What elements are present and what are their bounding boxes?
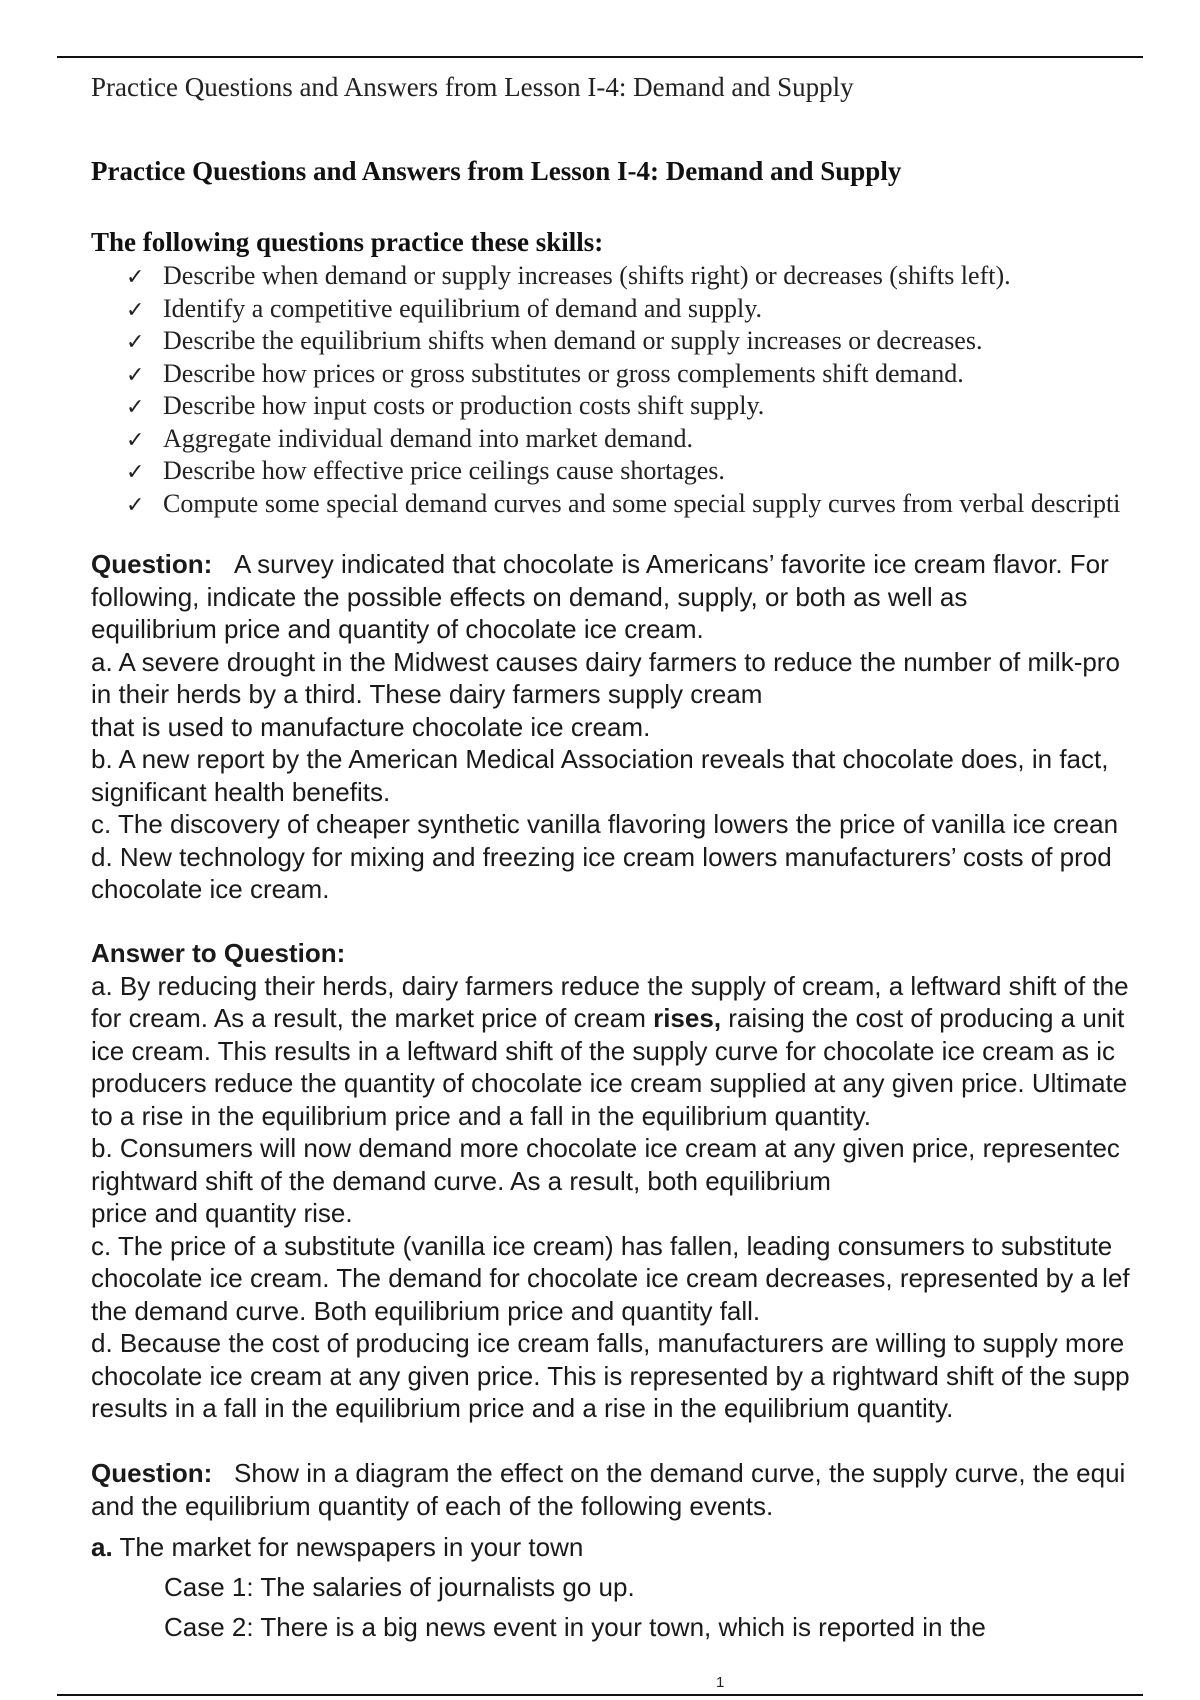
question-line: significant health benefits. bbox=[91, 776, 391, 807]
question-1 bbox=[91, 548, 1120, 906]
skill-text: Describe how prices or gross substitutes or gross complements shift demand. bbox=[163, 358, 964, 388]
skill-text: Describe the equilibrium shifts when demand or supply increases or decreases. bbox=[163, 326, 983, 355]
checkmark-icon: ✓ bbox=[126, 362, 145, 388]
skill-item bbox=[126, 455, 1120, 488]
page-number: 1 bbox=[716, 1674, 725, 1691]
skill-text: Describe when demand or supply increases (shifts right) or decreases (shifts left). bbox=[163, 261, 1011, 290]
question-line bbox=[91, 548, 1120, 581]
skill-item bbox=[126, 260, 1120, 293]
question-line: b. A new report by the American Medical Association reveals that chocolate does, in fact, bbox=[91, 744, 1109, 774]
skills-heading: The following questions practice these skills: bbox=[91, 227, 604, 257]
question-line: chocolate ice cream. bbox=[91, 874, 330, 904]
checkmark-icon: ✓ bbox=[126, 460, 145, 485]
skill-text: Compute some special demand curves and some special supply curves from verbal descripti bbox=[163, 488, 1121, 518]
checkmark-icon: ✓ bbox=[126, 297, 145, 323]
answer-line: chocolate ice cream at any given price. This is represented by a rightward shift of the supp bbox=[91, 1360, 1130, 1391]
checkmark-icon: ✓ bbox=[126, 395, 145, 420]
part-a-label: a. bbox=[91, 1532, 113, 1562]
running-header: Practice Questions and Answers from Lesson I-4: Demand and Supply bbox=[91, 72, 854, 102]
skill-item bbox=[126, 293, 1120, 326]
skill-text: Describe how input costs or production costs shift supply. bbox=[163, 391, 765, 420]
skills-list bbox=[126, 260, 1120, 520]
answer-line: producers reduce the quantity of chocolate ice cream supplied at any given price. Ultimate bbox=[91, 1068, 1128, 1098]
question-line: a. A severe drought in the Midwest causes dairy farmers to reduce the number of milk-pro bbox=[91, 646, 1120, 677]
question-2-part-a bbox=[91, 1529, 583, 1565]
question-line: d. New technology for mixing and freezing ice cream lowers manufacturers’ costs of prod bbox=[91, 841, 1112, 872]
skill-text: Describe how effective price ceilings cause shortages. bbox=[163, 456, 725, 485]
question-label: Question: bbox=[91, 549, 213, 579]
skill-item bbox=[126, 488, 1120, 521]
case-2: Case 2: There is a big news event in your town, which is reported in the bbox=[164, 1612, 986, 1642]
question-line: in their herds by a third. These dairy farmers supply cream bbox=[91, 679, 763, 709]
document-title: Practice Questions and Answers from Lesson I-4: Demand and Supply bbox=[91, 156, 902, 186]
answer-line: c. The price of a substitute (vanilla ice cream) has fallen, leading consumers to substitute bbox=[91, 1230, 1113, 1261]
answer-line: d. Because the cost of producing ice cream falls, manufacturers are willing to supply more bbox=[91, 1328, 1125, 1358]
case-1: Case 1: The salaries of journalists go up. bbox=[164, 1572, 635, 1602]
skill-text: Aggregate individual demand into market demand. bbox=[163, 423, 693, 453]
answer-line: ice cream. This results in a leftward shift of the supply curve for chocolate ice cream as ic bbox=[91, 1035, 1116, 1066]
answer-text: for cream. As a result, the market price of cream bbox=[91, 1003, 654, 1033]
answer-line: rightward shift of the demand curve. As a result, both equilibrium bbox=[91, 1165, 831, 1196]
answer-line: to a rise in the equilibrium price and a fall in the equilibrium quantity. bbox=[91, 1100, 871, 1131]
question-label: Question: bbox=[91, 1458, 213, 1488]
answer-line: b. Consumers will now demand more chocolate ice cream at any given price, representec bbox=[91, 1133, 1120, 1163]
header-rule bbox=[57, 56, 1143, 58]
skill-item bbox=[126, 325, 1120, 358]
answer-line: price and quantity rise. bbox=[91, 1198, 353, 1228]
answer-text: raising the cost of producing a unit bbox=[721, 1003, 1125, 1033]
skill-item bbox=[126, 390, 1120, 423]
question-line: that is used to manufacture chocolate ice cream. bbox=[91, 711, 651, 742]
question-line bbox=[91, 1457, 1125, 1490]
answer-line: chocolate ice cream. The demand for chocolate ice cream decreases, represented by a lef bbox=[91, 1263, 1130, 1293]
skill-item bbox=[126, 358, 1120, 391]
answer-line bbox=[91, 1002, 1130, 1035]
question-text: A survey indicated that chocolate is Americans’ favorite ice cream flavor. For bbox=[234, 549, 1109, 579]
footer-rule bbox=[57, 1694, 1143, 1696]
checkmark-icon: ✓ bbox=[126, 427, 145, 453]
answer-label: Answer to Question: bbox=[91, 938, 346, 968]
answer-line: a. By reducing their herds, dairy farmers reduce the supply of cream, a leftward shift of the bbox=[91, 970, 1129, 1001]
checkmark-icon: ✓ bbox=[126, 330, 145, 355]
question-line: equilibrium price and quantity of chocolate ice cream. bbox=[91, 614, 704, 644]
question-line: and the equilibrium quantity of each of the following events. bbox=[91, 1490, 774, 1521]
skill-item bbox=[126, 423, 1120, 456]
answer-emphasis: rises, bbox=[653, 1003, 722, 1033]
question-line: c. The discovery of cheaper synthetic vanilla flavoring lowers the price of vanilla ice crean bbox=[91, 809, 1119, 839]
question-text: Show in a diagram the effect on the demand curve, the supply curve, the equi bbox=[234, 1458, 1126, 1488]
skill-text: Identify a competitive equilibrium of demand and supply. bbox=[163, 293, 763, 323]
checkmark-icon: ✓ bbox=[126, 265, 145, 290]
part-a-text: The market for newspapers in your town bbox=[112, 1532, 584, 1562]
question-2 bbox=[91, 1457, 1125, 1522]
checkmark-icon: ✓ bbox=[126, 492, 145, 518]
answer-line: results in a fall in the equilibrium price and a rise in the equilibrium quantity. bbox=[91, 1393, 954, 1423]
question-line: following, indicate the possible effects on demand, supply, or both as well as bbox=[91, 581, 968, 612]
answer-line: the demand curve. Both equilibrium price and quantity fall. bbox=[91, 1295, 761, 1326]
answer-1 bbox=[91, 937, 1130, 1425]
